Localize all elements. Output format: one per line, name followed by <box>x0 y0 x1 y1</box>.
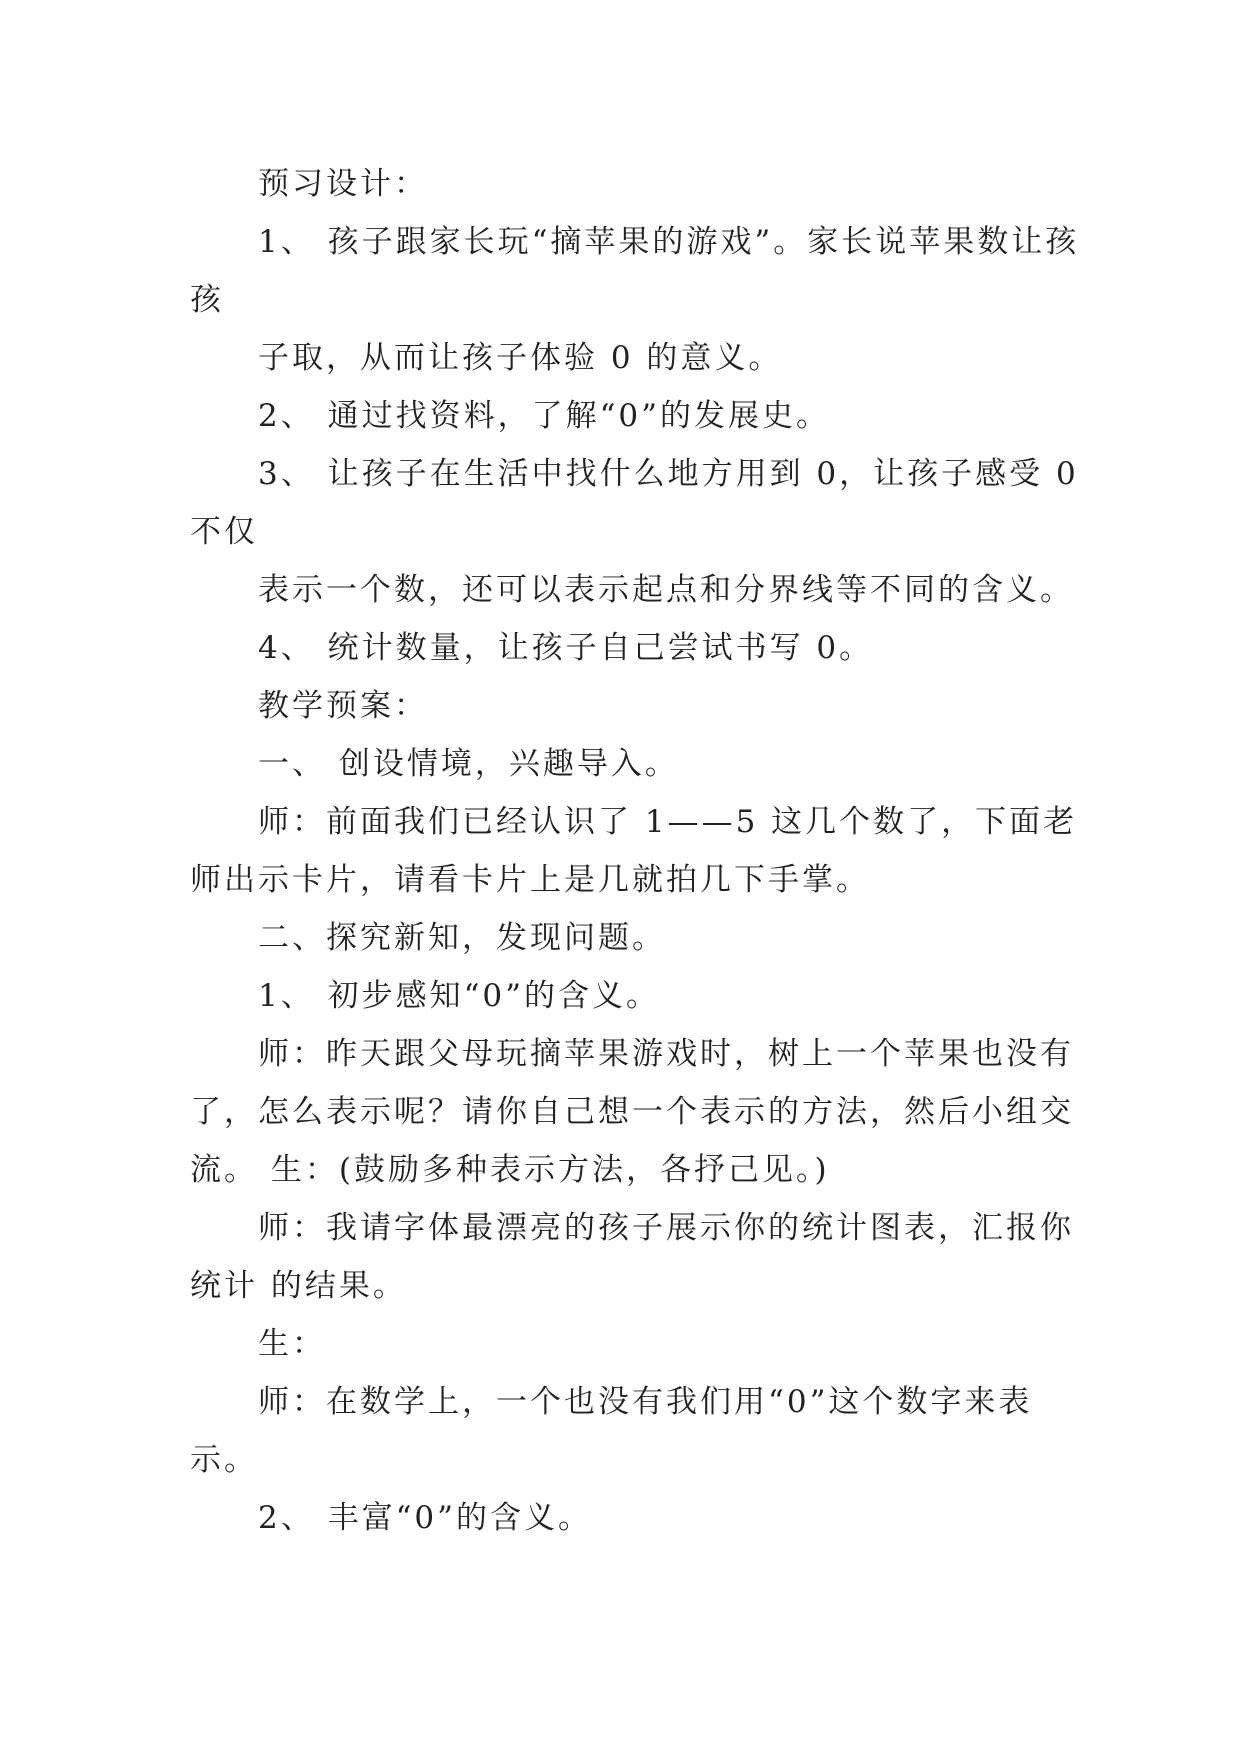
text-line: 示。 <box>190 1442 258 1478</box>
text-line: 师出示卡片，请看卡片上是几就拍几下手掌。 <box>190 862 870 898</box>
text-line: 了，怎么表示呢？请你自己想一个表示的方法，然后小组交 <box>190 1094 1074 1130</box>
text-line: 师：昨天跟父母玩摘苹果游戏时，树上一个苹果也没有 <box>258 1036 1074 1072</box>
section-heading: 一、 创设情境，兴趣导入。 <box>258 746 679 782</box>
text-line: 2、 丰富“0”的含义。 <box>258 1500 592 1536</box>
text-line: 生： <box>258 1326 326 1362</box>
text-line: 师：在数学上，一个也没有我们用“0”这个数字来表 <box>258 1384 1033 1420</box>
heading-teaching-plan: 教学预案： <box>258 688 428 724</box>
text-line: 1、 孩子跟家长玩“摘苹果的游戏”。家长说苹果数让孩 <box>258 224 1080 260</box>
text-line: 流。 生：(鼓励多种表示方法，各抒己见。) <box>190 1152 830 1188</box>
text-line: 不仅 <box>190 514 258 550</box>
text-line: 2、 通过找资料，了解“0”的发展史。 <box>258 398 830 434</box>
text-line: 3、 让孩子在生活中找什么地方用到 0，让孩子感受 0 <box>258 456 1079 492</box>
text-line: 1、 初步感知“0”的含义。 <box>258 978 660 1014</box>
text-line: 师：我请字体最漂亮的孩子展示你的统计图表，汇报你 <box>258 1210 1074 1246</box>
text-line: 表示一个数，还可以表示起点和分界线等不同的含义。 <box>258 572 1074 608</box>
heading-preview-design: 预习设计： <box>258 166 428 202</box>
text-line: 4、 统计数量，让孩子自己尝试书写 0。 <box>258 630 874 666</box>
text-line: 孩 <box>190 282 224 318</box>
text-line: 统计 的结果。 <box>190 1268 407 1304</box>
text-line: 子取，从而让孩子体验 0 的意义。 <box>258 340 783 376</box>
text-line: 师：前面我们已经认识了 1——5 这几个数了，下面老 <box>258 804 1078 840</box>
section-heading: 二、探究新知，发现问题。 <box>258 920 666 956</box>
